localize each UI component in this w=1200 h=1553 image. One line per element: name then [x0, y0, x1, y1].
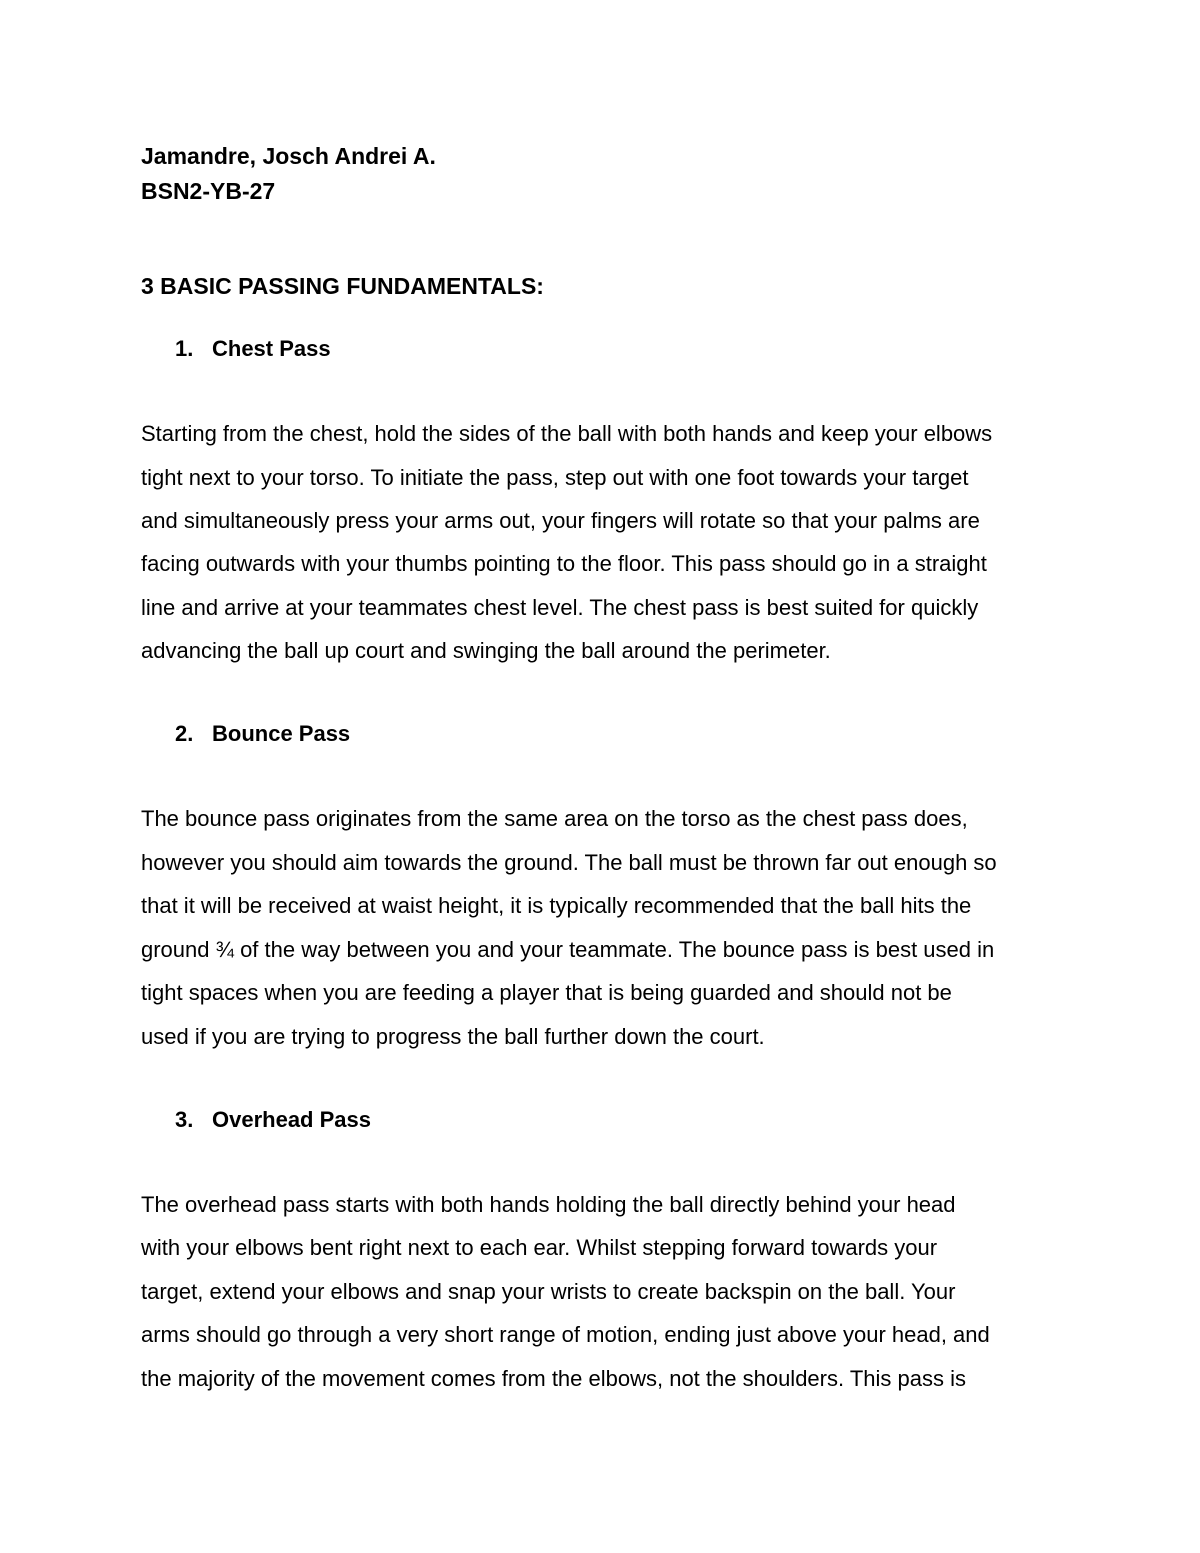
section-title: Bounce Pass — [212, 721, 351, 746]
section-title: Overhead Pass — [212, 1107, 371, 1132]
paragraph-line: the majority of the movement comes from the elbows, not the shoulders. This pass is — [141, 1366, 966, 1391]
paragraph-line: and simultaneously press your arms out, your fingers will rotate so that your palms are — [141, 508, 980, 533]
paragraph-line: line and arrive at your teammates chest level. The chest pass is best suited for quickly — [141, 595, 979, 620]
paragraph-line: that it will be received at waist height, it is typically recommended that the ball hits the — [141, 893, 972, 918]
section-number: 1. — [175, 336, 194, 361]
paragraph-line: target, extend your elbows and snap your wrists to create backspin on the ball. Your — [141, 1279, 956, 1304]
section-number: 2. — [175, 721, 194, 746]
section-title: Chest Pass — [212, 336, 331, 361]
paragraph-line: however you should aim towards the ground. The ball must be thrown far out enough so — [141, 850, 997, 875]
paragraph-line: tight next to your torso. To initiate the pass, step out with one foot towards your target — [141, 465, 969, 490]
paragraph-line: advancing the ball up court and swinging the ball around the perimeter. — [141, 638, 831, 663]
section-number: 3. — [175, 1107, 194, 1132]
section-heading-overhead-pass — [175, 1107, 371, 1133]
paragraph-line: Starting from the chest, hold the sides of the ball with both hands and keep your elbows — [141, 421, 993, 446]
class-section: BSN2-YB-27 — [141, 178, 276, 204]
paragraph-line: The overhead pass starts with both hands holding the ball directly behind your head — [141, 1192, 956, 1217]
paragraph-line: with your elbows bent right next to each ear. Whilst stepping forward towards your — [141, 1235, 938, 1260]
document-title: 3 BASIC PASSING FUNDAMENTALS: — [141, 273, 544, 299]
section-heading-chest-pass — [175, 336, 331, 362]
paragraph-line: tight spaces when you are feeding a player that is being guarded and should not be — [141, 980, 952, 1005]
paragraph-line: facing outwards with your thumbs pointing to the floor. This pass should go in a straight — [141, 551, 987, 576]
author-name: Jamandre, Josch Andrei A. — [141, 143, 436, 169]
paragraph-line: arms should go through a very short range of motion, ending just above your head, and — [141, 1322, 990, 1347]
paragraph-line: The bounce pass originates from the same area on the torso as the chest pass does, — [141, 806, 968, 831]
paragraph-line: used if you are trying to progress the ball further down the court. — [141, 1024, 765, 1049]
paragraph-line: ground ¾ of the way between you and your teammate. The bounce pass is best used in — [141, 937, 995, 962]
section-heading-bounce-pass — [175, 721, 350, 747]
